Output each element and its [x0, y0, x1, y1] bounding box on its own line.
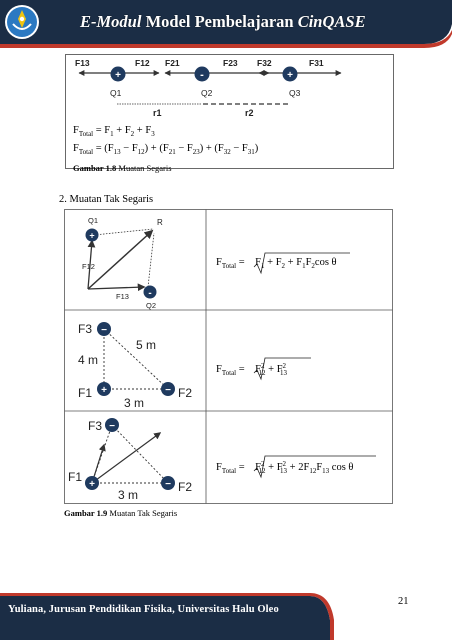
label-f1-r2: F1 — [78, 386, 93, 400]
charge-f1-r2-sign: + — [101, 385, 107, 396]
charge-f2-r3-sign: − — [165, 479, 171, 490]
label-f13-r1: F13 — [116, 292, 129, 301]
label-q2-r1: Q2 — [146, 301, 157, 310]
formula-row2: $F_{Total}$ = $F^2_{12} + F^2_{13}$ — [216, 362, 288, 377]
force-label-f13: F13 — [75, 58, 90, 68]
label-f12-r1: F12 — [82, 262, 95, 271]
label-3m-r2: 3 m — [124, 396, 145, 410]
charge-label-q3: Q3 — [289, 88, 301, 98]
formula-row3: $F_{Total}$ = $F^2_{12} + F^2_{13} + 2F_{12}F_{13}$ cos θ — [216, 460, 354, 475]
formula-row1: $F_{Total}$ = $F_1 + F_2 + F_1F_2\cos$ θ — [216, 257, 337, 270]
label-f2-r3: F2 — [178, 480, 193, 494]
label-q1-r1: Q1 — [88, 216, 99, 225]
charge-f1-r3-sign: + — [89, 479, 95, 490]
section-heading-non-collinear: 2. Muatan Tak Segaris — [59, 194, 154, 205]
force-label-f21: F21 — [165, 58, 180, 68]
collinear-formula-expanded: $F_{Total} = (F_{13} - F_{12}) + (F_{21} - F_{23}) + (F_{32} - F_{31})$ — [73, 143, 259, 156]
charge-q2-sign: - — [200, 69, 204, 81]
page-header-title: E-Modul Model Pembelajaran CinQASE — [80, 12, 366, 31]
footer-author-text: Yuliana, Jurusan Pendidikan Fisika, Universitas Halu Oleo — [8, 604, 279, 615]
label-5m: 5 m — [136, 338, 157, 352]
collinear-formula-total: $F_{Total} = F_1 + F_2 + F_3$ — [73, 125, 155, 138]
label-f3-r2: F3 — [78, 322, 93, 336]
charge-q2-r1-sign: - — [148, 288, 152, 299]
force-label-f31: F31 — [309, 58, 324, 68]
charge-q1-r1-sign: + — [89, 230, 95, 241]
footer-banner — [0, 590, 452, 640]
charge-label-q1: Q1 — [110, 88, 122, 98]
charge-q1-sign: + — [115, 70, 121, 81]
distance-label-r1: r1 — [153, 108, 162, 118]
figure-caption-1-9: Gambar 1.9 Muatan Tak Segaris — [64, 508, 178, 518]
charge-label-q2: Q2 — [201, 88, 213, 98]
tut-wuri-logo-icon — [4, 4, 40, 40]
label-f3-r3: F3 — [88, 419, 103, 433]
charge-f2-r2-sign: − — [165, 385, 171, 396]
label-r: R — [157, 218, 163, 227]
charge-q3-sign: + — [287, 70, 293, 81]
figure-caption-1-8: Gambar 1.8 Muatan Segaris — [73, 163, 172, 173]
label-f2-r2: F2 — [178, 386, 193, 400]
distance-label-r2: r2 — [245, 108, 254, 118]
page-number: 21 — [398, 596, 409, 607]
force-label-f32: F32 — [257, 58, 272, 68]
charge-f3-r3-sign: − — [109, 421, 115, 432]
label-3m-r3: 3 m — [118, 488, 139, 502]
label-f1-r3: F1 — [68, 470, 83, 484]
force-label-f23: F23 — [223, 58, 238, 68]
label-4m: 4 m — [78, 353, 99, 367]
charge-f3-r2-sign: − — [101, 325, 107, 336]
force-label-f12: F12 — [135, 58, 150, 68]
